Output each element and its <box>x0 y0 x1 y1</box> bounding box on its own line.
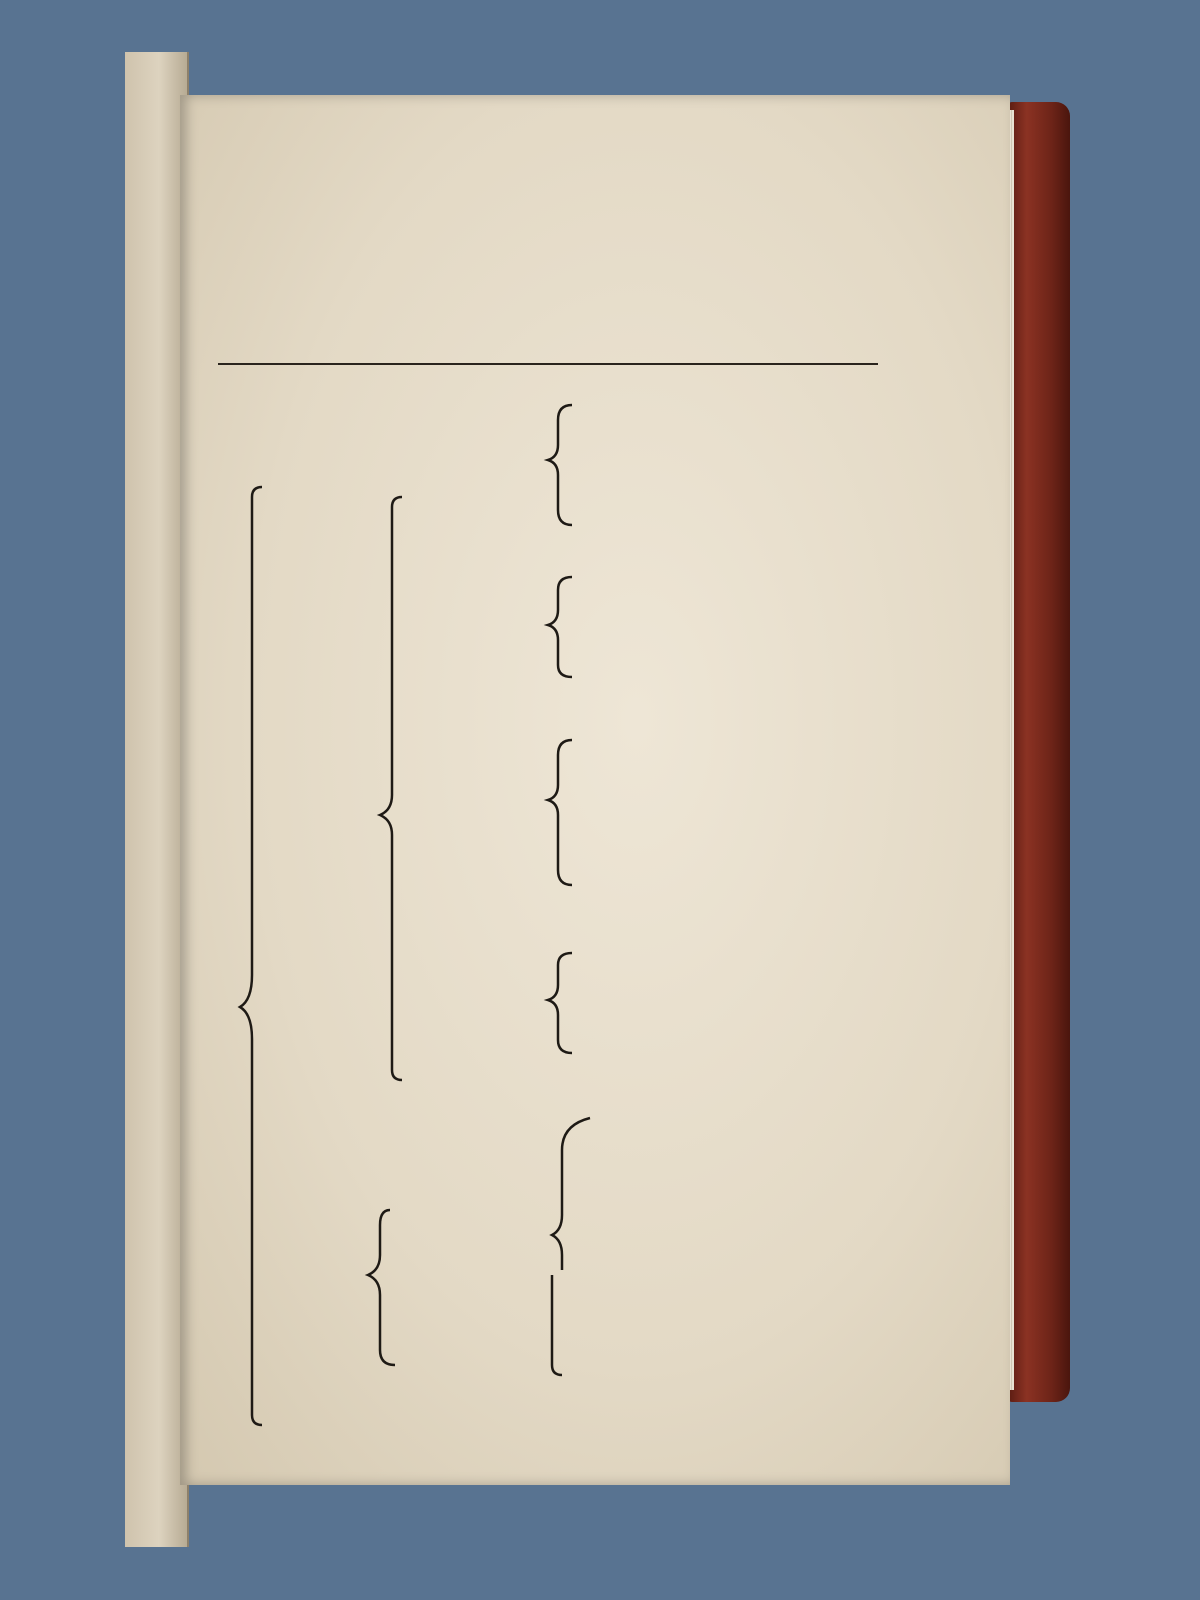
luke-desc-brace <box>548 740 572 885</box>
bracket-diagram <box>180 95 1010 1485</box>
matthew-desc-brace <box>548 405 572 525</box>
leather-cover-edge <box>1008 102 1070 1402</box>
acts-desc-line <box>552 1275 562 1375</box>
book-page <box>180 95 1010 1485</box>
marke-desc-brace <box>548 577 572 677</box>
acts-desc-brace <box>552 1118 590 1270</box>
acts-brace <box>368 1210 395 1365</box>
page-title <box>240 255 900 294</box>
ornamental-headpiece-icon <box>202 107 882 232</box>
john-desc-brace <box>548 953 572 1053</box>
books-brace <box>240 487 262 1425</box>
legal-brace <box>380 497 402 1080</box>
title-rule <box>218 363 878 365</box>
